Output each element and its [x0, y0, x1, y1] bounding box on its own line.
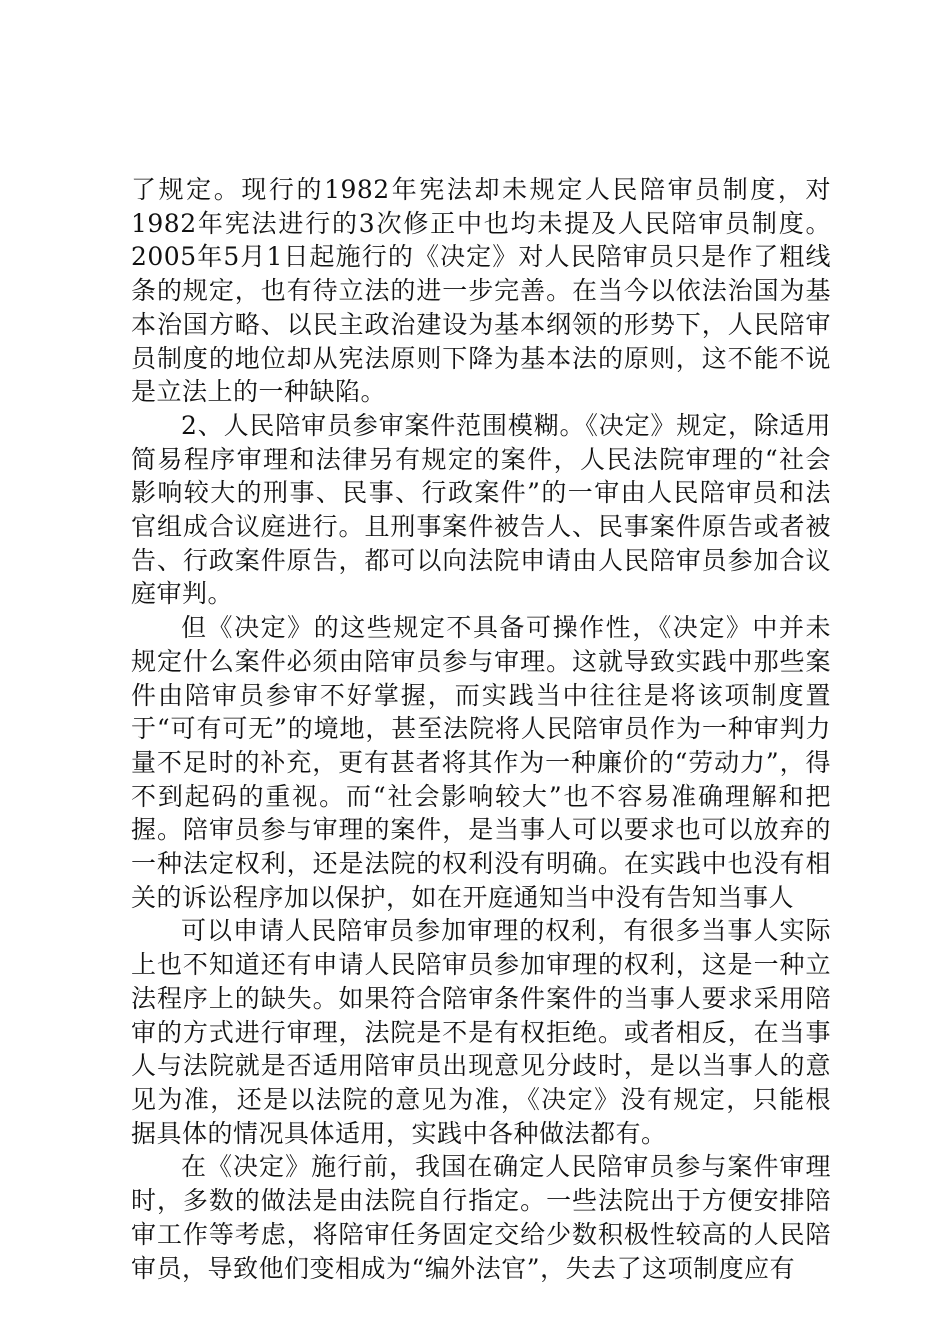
paragraph-5: 在《决定》施行前，我国在确定人民陪审员参与案件审理时，多数的做法是由法院自行指定。一些法院出于方便安排陪审工作等考虑，将陪审任务固定交给少数积极性较高的人民陪审员，导致他们变相成为“编外法官”，失去了这项制度应有	[131, 1152, 831, 1283]
paragraph-2: 2、人民陪审员参审案件范围模糊。《决定》规定，除适用简易程序审理和法律另有规定的案件，人民法院审理的“社会影响较大的刑事、民事、行政案件”的一审由人民陪审员和法官组成合议庭进行。且刑事案件被告人、民事案件原告或者被告、行政案件原告，都可以向法院申请由人民陪审员参加合议庭审判。	[131, 410, 831, 609]
paragraph-4: 可以申请人民陪审员参加审理的权利，有很多当事人实际上也不知道还有申请人民陪审员参加审理的权利，这是一种立法程序上的缺失。如果符合陪审条件案件的当事人要求采用陪审的方式进行审理，法院是不是有权拒绝。或者相反，在当事人与法院就是否适用陪审员出现意见分歧时，是以当事人的意见为准，还是以法院的意见为准，《决定》没有规定，只能根据具体的情况具体适用，实践中各种做法都有。	[131, 916, 831, 1148]
paragraph-3: 但《决定》的这些规定不具备可操作性，《决定》中并未规定什么案件必须由陪审员参与审理。这就导致实践中那些案件由陪审员参审不好掌握，而实践当中往往是将该项制度置于“可有可无”的境地，甚至法院将人民陪审员作为一种审判力量不足时的补充，更有甚者将其作为一种廉价的“劳动力”，得不到起码的重视。而“社会影响较大”也不容易准确理解和把握。陪审员参与审理的案件，是当事人可以要求也可以放弃的一种法定权利，还是法院的权利没有明确。在实践中也没有相关的诉讼程序加以保护，如在开庭通知当中没有告知当事人	[131, 613, 831, 912]
paragraph-1: 了规定。现行的1982年宪法却未规定人民陪审员制度，对1982年宪法进行的3次修正中也均未提及人民陪审员制度。2005年5月1日起施行的《决定》对人民陪审员只是作了粗线条的规定，也有待立法的进一步完善。在当今以依法治国为基本治国方略、以民主政治建设为基本纲领的形势下，人民陪审员制度的地位却从宪法原则下降为基本法的原则，这不能不说是立法上的一种缺陷。	[131, 175, 831, 407]
document-body	[131, 173, 831, 1285]
